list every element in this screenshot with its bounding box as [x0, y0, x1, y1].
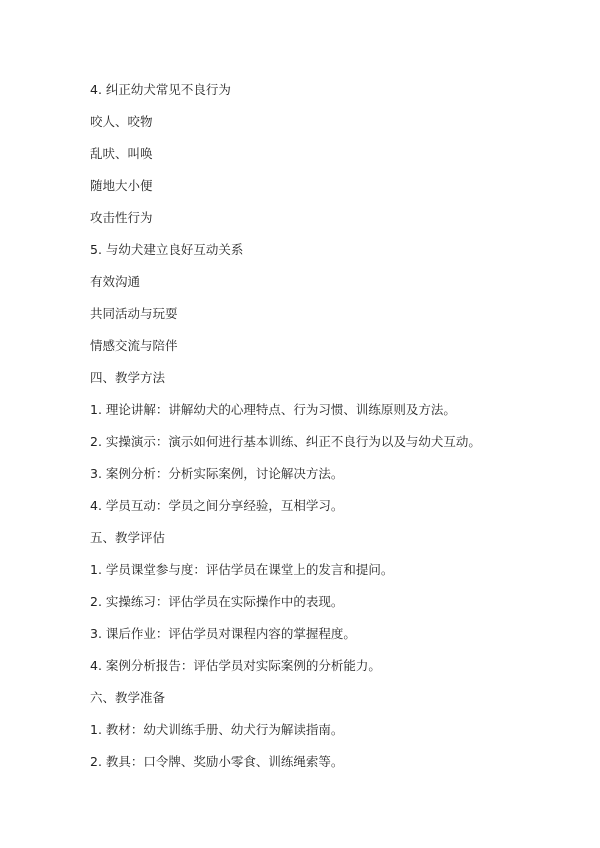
list-item: 有效沟通	[90, 274, 141, 289]
list-item: 攻击性行为	[90, 210, 153, 225]
list-item: 3. 课后作业：评估学员对课程内容的掌握程度。	[90, 626, 356, 641]
list-item: 随地大小便	[90, 178, 153, 193]
section-heading-teaching-evaluation: 五、教学评估	[90, 530, 166, 545]
list-item: 情感交流与陪伴	[90, 338, 178, 353]
list-item: 3. 案例分析：分析实际案例，讨论解决方法。	[90, 466, 344, 481]
section-heading-correct-bad-behavior: 4. 纠正幼犬常见不良行为	[90, 82, 231, 97]
list-item: 2. 教具：口令牌、奖励小零食、训练绳索等。	[90, 754, 344, 769]
list-item: 1. 学员课堂参与度：评估学员在课堂上的发言和提问。	[90, 562, 394, 577]
list-item: 4. 案例分析报告：评估学员对实际案例的分析能力。	[90, 658, 381, 673]
list-item: 咬人、咬物	[90, 114, 153, 129]
list-item: 2. 实操演示：演示如何进行基本训练、纠正不良行为以及与幼犬互动。	[90, 434, 481, 449]
list-item: 2. 实操练习：评估学员在实际操作中的表现。	[90, 594, 344, 609]
list-item: 共同活动与玩耍	[90, 306, 178, 321]
section-heading-teaching-preparation: 六、教学准备	[90, 690, 166, 705]
list-item: 1. 理论讲解：讲解幼犬的心理特点、行为习惯、训练原则及方法。	[90, 402, 456, 417]
section-heading-teaching-methods: 四、教学方法	[90, 370, 166, 385]
list-item: 乱吠、叫唤	[90, 146, 153, 161]
section-heading-interaction: 5. 与幼犬建立良好互动关系	[90, 242, 244, 257]
list-item: 1. 教材：幼犬训练手册、幼犬行为解读指南。	[90, 722, 344, 737]
list-item: 4. 学员互动：学员之间分享经验，互相学习。	[90, 498, 344, 513]
